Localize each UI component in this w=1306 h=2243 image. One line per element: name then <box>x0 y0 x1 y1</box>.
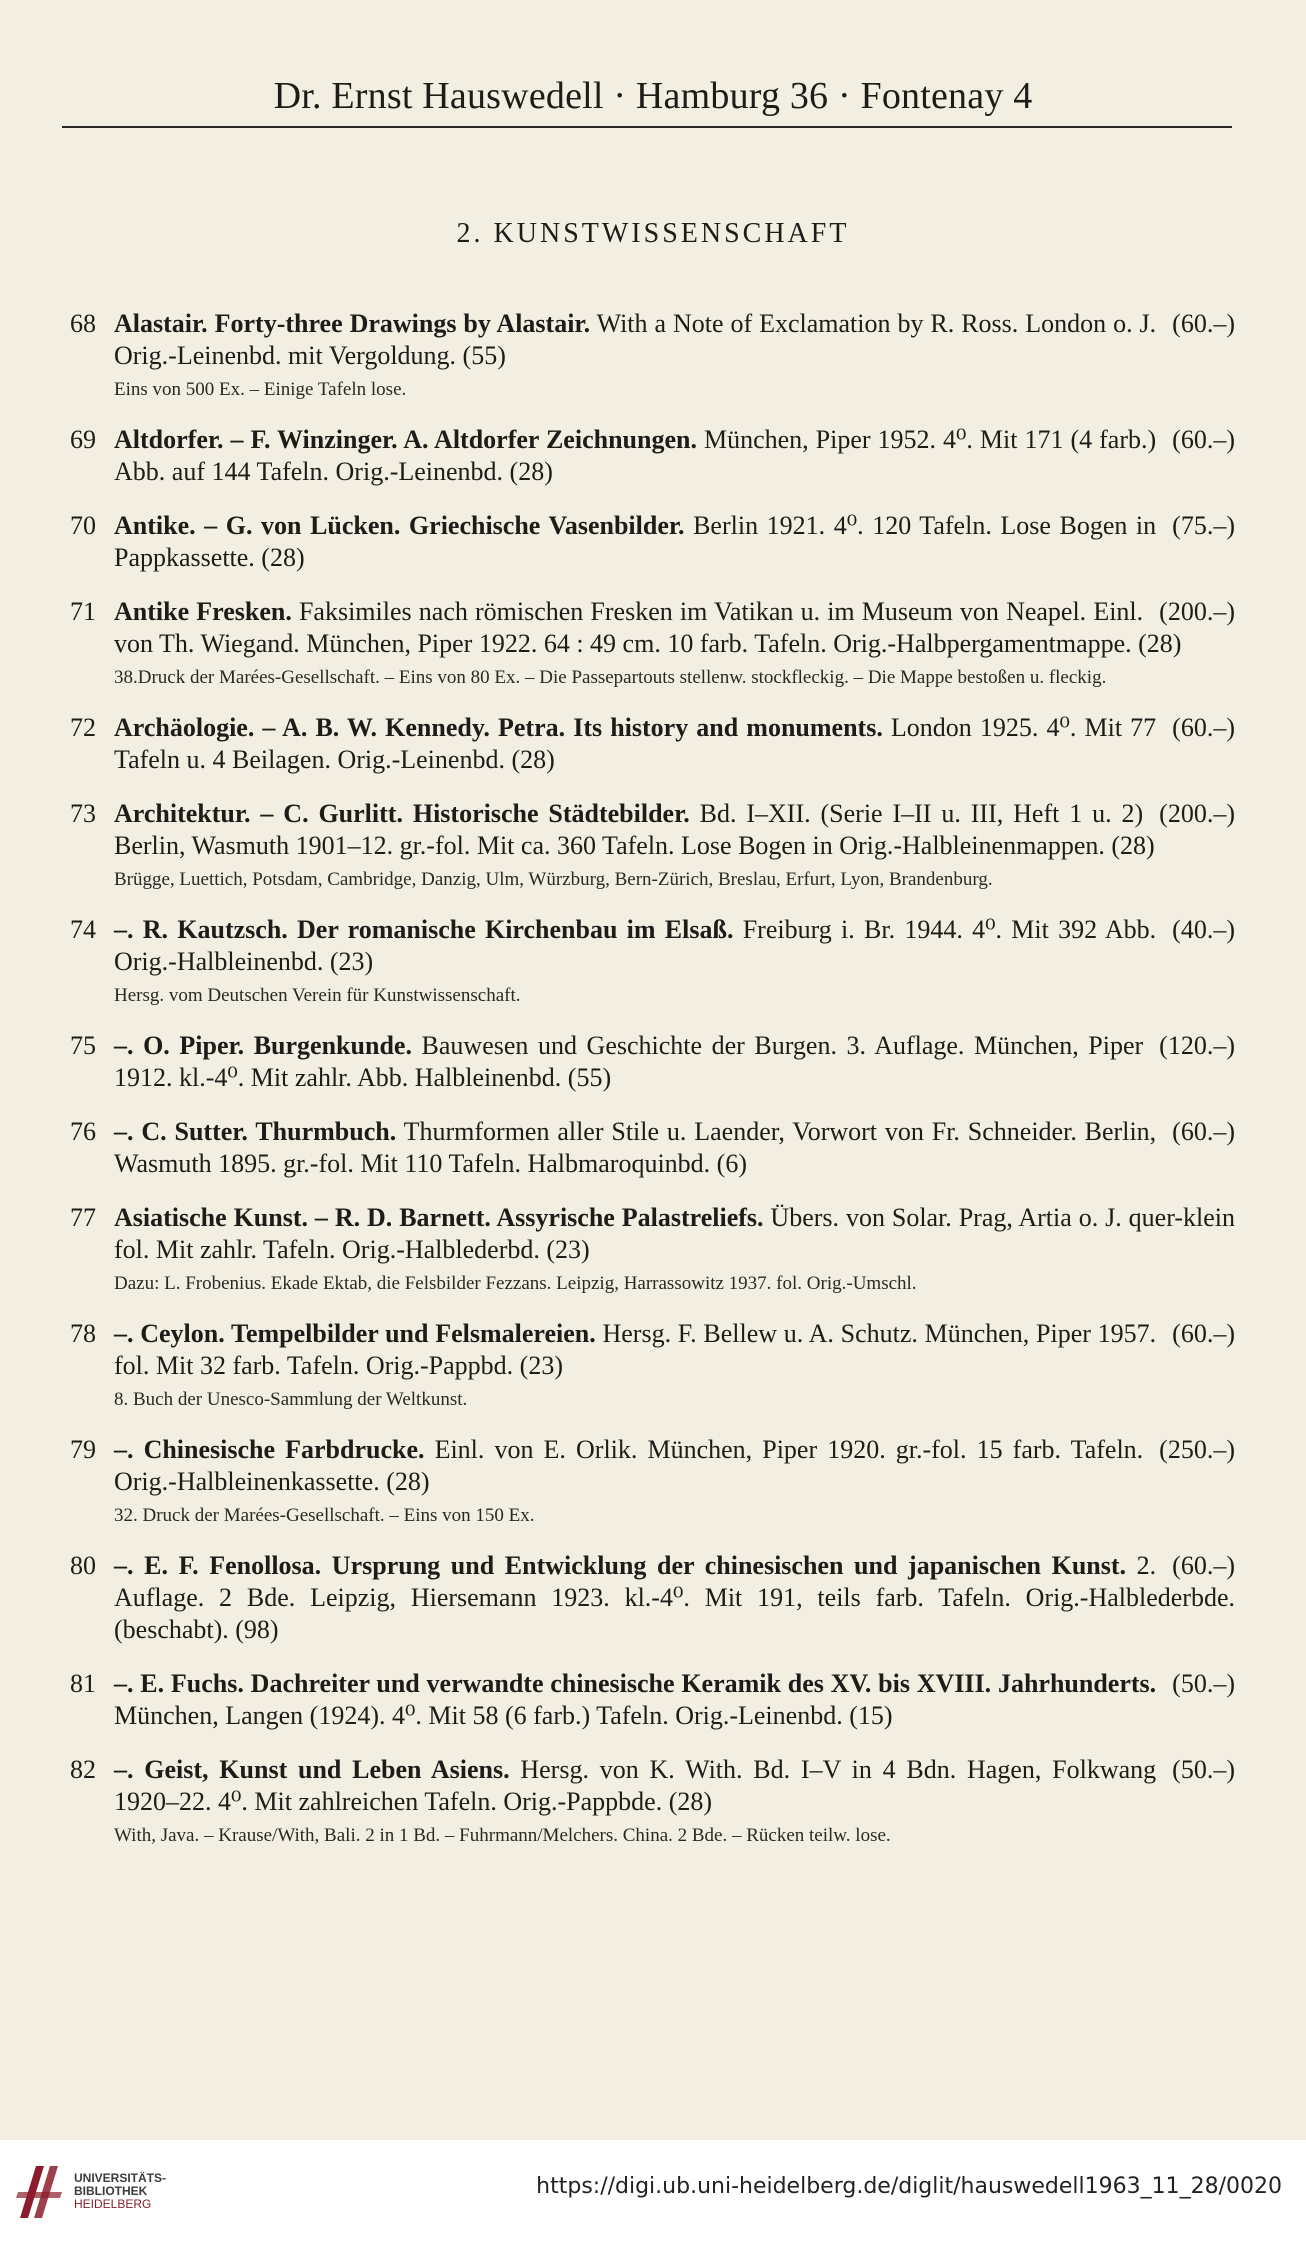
entry-details: Übers. von Solar. Prag, Artia o. J. quer-klein fol. Mit zahlr. Tafeln. Orig.-Halblederbd. (23) <box>114 1203 1235 1264</box>
entry-number: 72 <box>70 713 96 742</box>
header-rule <box>62 126 1232 128</box>
entry-number: 82 <box>70 1755 96 1784</box>
entry-description <box>114 308 1235 372</box>
entry-number: 77 <box>70 1203 96 1232</box>
entry-details: München, Langen (1924). 4⁰. Mit 58 (6 farb.) Tafeln. Orig.-Leinenbd. (15) <box>114 1701 893 1730</box>
entry-number: 68 <box>70 309 96 338</box>
entry-description <box>114 798 1235 862</box>
entry-note: With, Java. – Krause/With, Bali. 2 in 1 Bd. – Fuhrmann/Melchers. China. 2 Bde. – Rücken teilw. lose. <box>114 1825 891 1846</box>
source-url-link[interactable]: https://digi.ub.uni-heidelberg.de/diglit/hauswedell1963_11_28/0020 <box>536 2174 1282 2199</box>
university-library-logo-icon <box>14 2158 66 2224</box>
entry-details: Bd. I–XII. (Serie I–II u. III, Heft 1 u. 2) Berlin, Wasmuth 1901–12. gr.-fol. Mit ca. 360 Tafeln. Lose Bogen in Orig.-Halbleinenmappen. (28) <box>114 799 1155 860</box>
entry-title: –. E. Fuchs. Dachreiter und verwandte chinesische Keramik des XV. bis XVIII. Jahrhunderts. <box>114 1669 1157 1698</box>
entry-number: 81 <box>70 1669 96 1698</box>
entry-number: 79 <box>70 1435 96 1464</box>
entry-details: Hersg. von K. With. Bd. I–V in 4 Bdn. Hagen, Folkwang 1920–22. 4⁰. Mit zahlreichen Tafeln. Orig.-Pappbde. (28) <box>114 1755 1157 1816</box>
entry-title: –. C. Sutter. Thurmbuch. <box>114 1117 397 1146</box>
entry-note: 8. Buch der Unesco-Sammlung der Weltkunst. <box>114 1389 468 1410</box>
entry-details: Thurmformen aller Stile u. Laender, Vorwort von Fr. Schneider. Berlin, Wasmuth 1895. gr.-fol. Mit 110 Tafeln. Halbmaroquinbd. (6) <box>114 1117 1157 1178</box>
catalog-entry <box>70 1754 1235 1848</box>
entry-description <box>114 510 1235 574</box>
library-name-line2: BIBLIOTHEK <box>74 2184 148 2198</box>
entry-description <box>114 424 1235 488</box>
entry-number: 76 <box>70 1117 96 1146</box>
entry-details: Bauwesen und Geschichte der Burgen. 3. Auflage. München, Piper 1912. kl.-4⁰. Mit zahlr. Abb. Halbleinenbd. (55) <box>114 1031 1144 1092</box>
catalog-entry <box>70 424 1235 488</box>
catalog-entry <box>70 510 1235 574</box>
entry-description <box>114 1434 1235 1498</box>
entry-number: 70 <box>70 511 96 540</box>
entry-title: Antike Fresken. <box>114 597 292 626</box>
catalog-entry <box>70 1116 1235 1180</box>
entry-description <box>114 596 1235 660</box>
entry-price: (50.–) <box>1172 1669 1235 1698</box>
entry-details: Einl. von E. Orlik. München, Piper 1920. gr.-fol. 15 farb. Tafeln. Orig.-Halbleinenkassette. (28) <box>114 1435 1144 1496</box>
entry-price: (60.–) <box>1172 309 1235 338</box>
entry-note: Eins von 500 Ex. – Einige Tafeln lose. <box>114 379 407 400</box>
entry-title: Asiatische Kunst. – R. D. Barnett. Assyrische Palastreliefs. <box>114 1203 764 1232</box>
entry-description <box>114 1202 1235 1266</box>
entry-title: –. Geist, Kunst und Leben Asiens. <box>114 1755 510 1784</box>
entry-details: Berlin 1921. 4⁰. 120 Tafeln. Lose Bogen in Pappkassette. (28) <box>114 511 1157 572</box>
entry-price: (120.–) <box>1159 1031 1235 1060</box>
entry-description <box>114 1668 1235 1732</box>
entry-description <box>114 1754 1235 1818</box>
entry-number: 71 <box>70 597 96 626</box>
entry-number: 74 <box>70 915 96 944</box>
entry-price: (200.–) <box>1159 799 1235 828</box>
entry-description <box>114 1550 1235 1646</box>
entry-details: London 1925. 4⁰. Mit 77 Tafeln u. 4 Beilagen. Orig.-Leinenbd. (28) <box>114 713 1157 774</box>
entry-number: 69 <box>70 425 96 454</box>
catalog-entry <box>70 1202 1235 1296</box>
entry-price: (60.–) <box>1172 713 1235 742</box>
catalog-entry <box>70 712 1235 776</box>
catalog-entry <box>70 308 1235 402</box>
entry-details: 2. Auflage. 2 Bde. Leipzig, Hiersemann 1923. kl.-4⁰. Mit 191, teils farb. Tafeln. Orig.-Halblederbde. (beschabt). (98) <box>114 1551 1235 1644</box>
library-name <box>74 2172 166 2211</box>
entry-title: Archäologie. – A. B. W. Kennedy. Petra. Its history and monuments. <box>114 713 883 742</box>
entry-number: 78 <box>70 1319 96 1348</box>
entry-description <box>114 712 1235 776</box>
catalog-entry <box>70 1434 1235 1528</box>
entry-price: (40.–) <box>1172 915 1235 944</box>
library-name-line1: UNIVERSITÄTS- <box>74 2171 167 2185</box>
entry-price: (75.–) <box>1172 511 1235 540</box>
entry-details: With a Note of Exclamation by R. Ross. London o. J. Orig.-Leinenbd. mit Vergoldung. (55) <box>114 309 1157 370</box>
entry-price: (50.–) <box>1172 1755 1235 1784</box>
footer-bar <box>0 2140 1306 2243</box>
entry-note: Dazu: L. Frobenius. Ekade Ektab, die Felsbilder Fezzans. Leipzig, Harrassowitz 1937. fol. Orig.-Umschl. <box>114 1273 917 1294</box>
entry-description <box>114 914 1235 978</box>
entry-price: (60.–) <box>1172 1117 1235 1146</box>
entry-details: Hersg. F. Bellew u. A. Schutz. München, Piper 1957. fol. Mit 32 farb. Tafeln. Orig.-Pappbd. (23) <box>114 1319 1157 1380</box>
entry-details: Freiburg i. Br. 1944. 4⁰. Mit 392 Abb. Orig.-Halbleinenbd. (23) <box>114 915 1157 976</box>
entry-price: (60.–) <box>1172 1551 1235 1580</box>
entry-price: (250.–) <box>1159 1435 1235 1464</box>
entry-number: 73 <box>70 799 96 828</box>
page-header: Dr. Ernst Hauswedell · Hamburg 36 · Fontenay 4 <box>273 75 1033 117</box>
entry-list <box>70 308 1235 1870</box>
entry-note: 32. Druck der Marées-Gesellschaft. – Eins von 150 Ex. <box>114 1505 535 1526</box>
entry-title: –. R. Kautzsch. Der romanische Kirchenbau im Elsaß. <box>114 915 734 944</box>
entry-title: Altdorfer. – F. Winzinger. A. Altdorfer Zeichnungen. <box>114 425 697 454</box>
entry-description <box>114 1318 1235 1382</box>
entry-details: München, Piper 1952. 4⁰. Mit 171 (4 farb.) Abb. auf 144 Tafeln. Orig.-Leinenbd. (28) <box>114 425 1157 486</box>
entry-price: (60.–) <box>1172 1319 1235 1348</box>
entry-description <box>114 1030 1235 1094</box>
catalog-entry <box>70 1030 1235 1094</box>
catalog-entry <box>70 798 1235 892</box>
entry-price: (200.–) <box>1159 597 1235 626</box>
entry-title: Alastair. Forty-three Drawings by Alastair. <box>114 309 591 338</box>
entry-title: –. O. Piper. Burgenkunde. <box>114 1031 412 1060</box>
entry-title: –. Chinesische Farbdrucke. <box>114 1435 425 1464</box>
entry-title: Antike. – G. von Lücken. Griechische Vasenbilder. <box>114 511 685 540</box>
entry-note: Brügge, Luettich, Potsdam, Cambridge, Danzig, Ulm, Würzburg, Bern-Zürich, Breslau, Erfurt, Lyon, Brandenburg. <box>114 869 993 890</box>
entry-description <box>114 1116 1235 1180</box>
entry-title: –. E. F. Fenollosa. Ursprung und Entwicklung der chinesischen und japanischen Kunst. <box>114 1551 1127 1580</box>
library-name-line3: HEIDELBERG <box>74 2197 152 2211</box>
section-title: 2. KUNSTWISSENSCHAFT <box>456 218 850 249</box>
catalog-entry <box>70 914 1235 1008</box>
entry-number: 75 <box>70 1031 96 1060</box>
catalog-entry <box>70 1550 1235 1646</box>
entry-title: –. Ceylon. Tempelbilder und Felsmalereien. <box>114 1319 596 1348</box>
catalog-entry <box>70 1318 1235 1412</box>
entry-title: Architektur. – C. Gurlitt. Historische Städtebilder. <box>114 799 690 828</box>
entry-details: Faksimiles nach römischen Fresken im Vatikan u. im Museum von Neapel. Einl. von Th. Wiegand. München, Piper 1922. 64 : 49 cm. 10 farb. Tafeln. Orig.-Halbpergamentmappe. (28) <box>114 597 1182 658</box>
entry-number: 80 <box>70 1551 96 1580</box>
entry-note: 38.Druck der Marées-Gesellschaft. – Eins von 80 Ex. – Die Passepartouts stellenw. stockfleckig. – Die Mappe bestoßen u. fleckig. <box>114 667 1107 688</box>
entry-price: (60.–) <box>1172 425 1235 454</box>
entry-note: Hersg. vom Deutschen Verein für Kunstwissenschaft. <box>114 985 521 1006</box>
catalog-entry <box>70 596 1235 690</box>
catalog-entry <box>70 1668 1235 1732</box>
